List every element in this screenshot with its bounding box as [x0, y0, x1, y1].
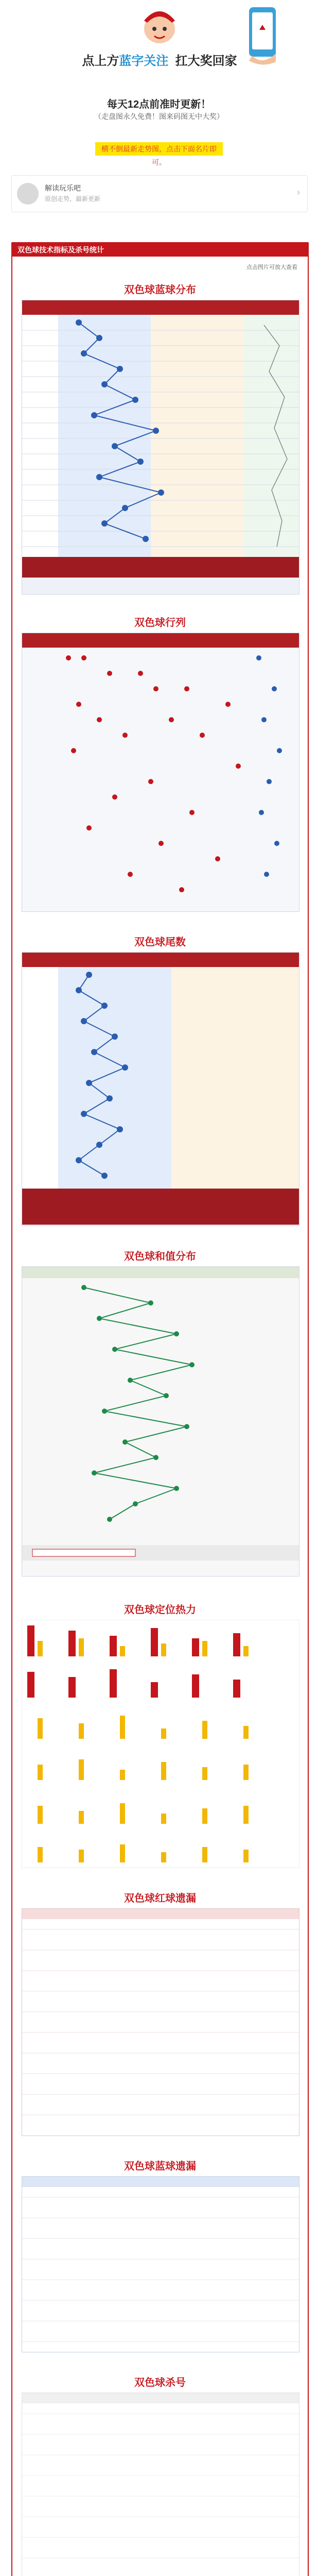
table-grid — [22, 1909, 299, 2136]
section-title-red-omission: 双色球红球遗漏 — [124, 1893, 196, 1904]
section-title-blue-distribution: 双色球蓝球分布 — [124, 284, 196, 296]
position-heat-chart[interactable] — [22, 1620, 299, 1868]
stats-card — [11, 242, 309, 2576]
chart-footer — [22, 557, 299, 578]
section-title-kill-numbers-1: 双色球杀号 — [134, 2377, 186, 2388]
top-banner — [0, 0, 318, 93]
blue-distribution-chart[interactable] — [22, 300, 299, 595]
kill-numbers-table-1[interactable] — [22, 2393, 299, 2576]
section-title-row-column: 双色球行列 — [134, 617, 186, 629]
red-omission-table[interactable] — [22, 1908, 299, 2136]
table-grid — [22, 2177, 299, 2352]
section-title-position-heat: 双色球定位热力 — [124, 1604, 196, 1616]
sub-notice: （走盘图永久免费！图来码图无中大奖） — [94, 112, 224, 121]
page-title: 点上方蓝字关注 扛大奖回家 — [82, 54, 237, 68]
follow-highlight: 蓝字关注 — [119, 54, 169, 68]
section-title-blue-omission: 双色球蓝球遗漏 — [124, 2161, 196, 2172]
chart-grid — [22, 967, 299, 1189]
section-title-sum-distribution: 双色球和值分布 — [124, 1251, 196, 1262]
table-grid — [22, 2393, 299, 2576]
avatar — [17, 183, 39, 205]
chart-grid — [22, 315, 299, 557]
card-heading: 双色球技术指标及杀号统计 — [12, 243, 308, 257]
mascot-icon — [129, 3, 190, 47]
account-desc: 原创走势，最新更新 — [45, 195, 101, 202]
row-column-chart[interactable] — [22, 633, 299, 912]
sum-distribution-chart[interactable] — [22, 1266, 299, 1577]
section-title-tail-digits: 双色球尾数 — [134, 937, 186, 948]
update-notice: 每天12点前准时更新！ — [107, 99, 211, 110]
chart-header — [22, 633, 299, 648]
account-name: 解读玩乐吧 — [45, 184, 81, 192]
chart-footer — [22, 1189, 299, 1225]
zoom-note: 点击图片可放大查看 — [246, 264, 297, 270]
chart-header — [22, 953, 299, 967]
chart-header — [22, 300, 299, 315]
tail-digit-chart[interactable] — [22, 952, 299, 1226]
blue-omission-table[interactable] — [22, 2176, 299, 2352]
account-card[interactable] — [11, 175, 308, 212]
chart-grid — [22, 648, 299, 910]
chart-grid — [22, 1267, 299, 1576]
chart-grid — [22, 1620, 299, 1868]
tip-banner: 横不倒最新走势图，点击下面名片即可。 — [95, 142, 223, 156]
chevron-right-icon: › — [297, 187, 300, 197]
